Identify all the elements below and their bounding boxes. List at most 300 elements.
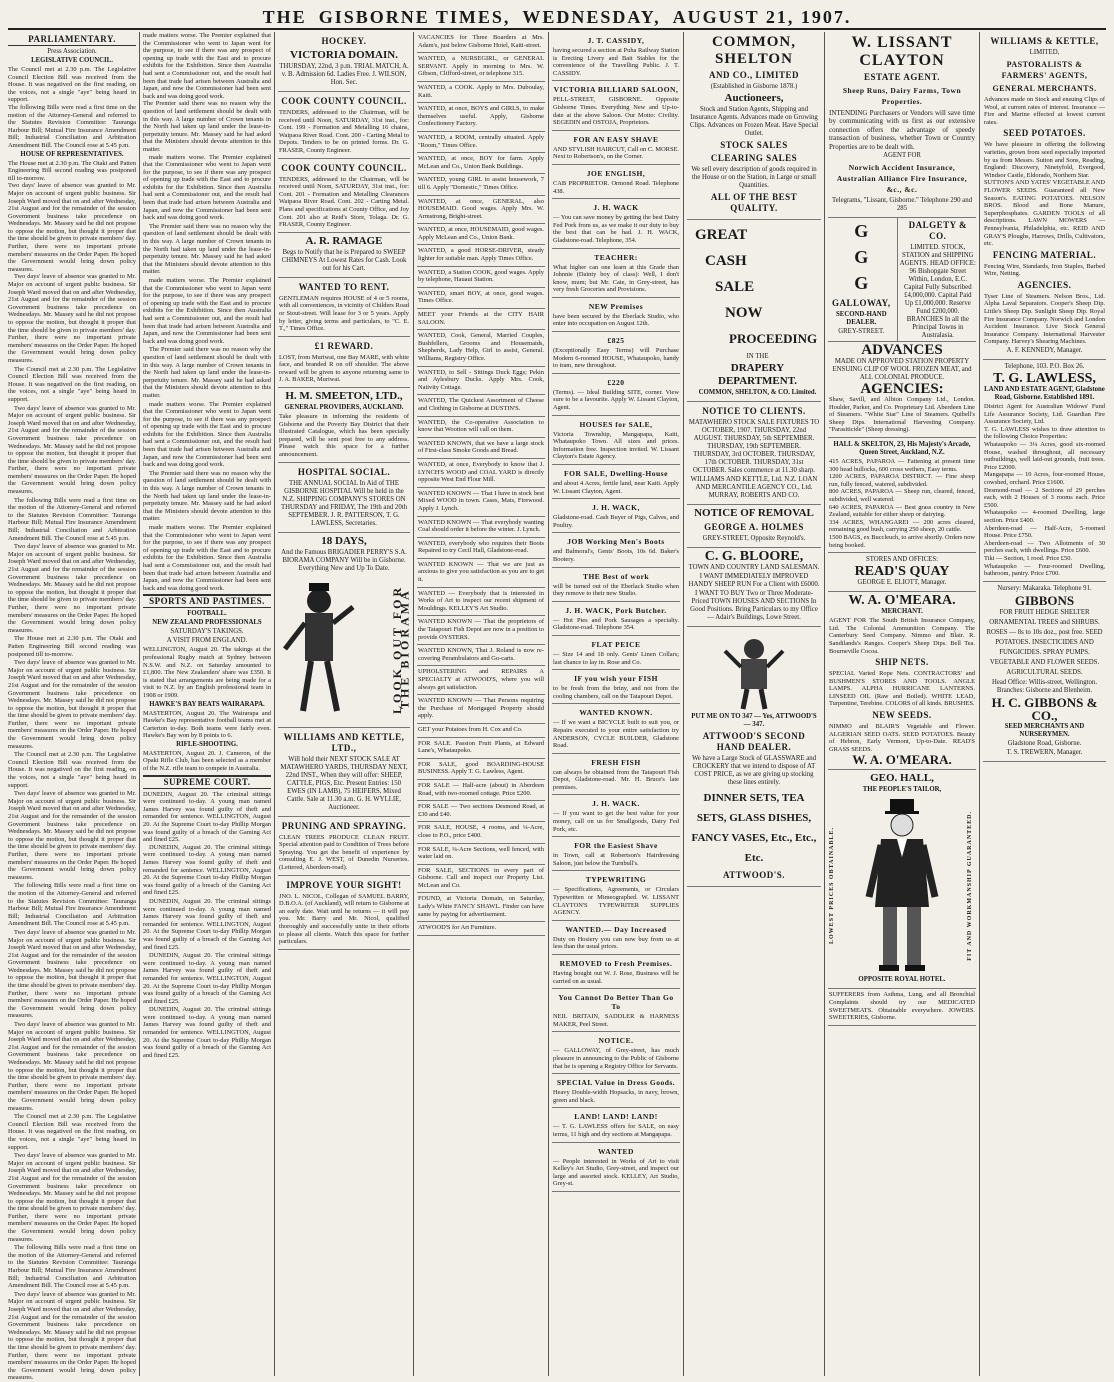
- stock-sale-fixtures-ad: [687, 402, 821, 505]
- gibbons-ad: [983, 582, 1106, 762]
- classified-ad-text: VACANCIES for Three Boarders at Mrs. Adam's, just below Gisborne Hotel, Kaiti-street.: [418, 34, 544, 49]
- ad-body: — You can save money by getting the best Dairy Fed Pork from us, as we make it our duty to buy the best that can be had. J. H. WACK, Gladstone-road. Telephone, 354.: [553, 214, 679, 244]
- article-paragraph: DUNEDIN, August 20. The criminal sittings were continued to-day. A young man named James Harvey was found guilty of theft and remanded for sentence. WELLINGTON, August 20. At the Supreme Court to-day Phillip Morgan was found guilty of a breach of the Gaming Act and fined £25.: [143, 952, 271, 1005]
- ad-body: — T. G. LAWLESS offers for SALE, on easy terms, 11 high and dry sections at Mangapapa.: [553, 1123, 679, 1138]
- article-paragraph: The following Bills were read a first time on the motion of the Attorney-General and referred to the Statutes Revision Committee: Tauranga Harbour Bill; Mutual Fire Insurance Amendment Bill; Industrial Conciliation and Arbitration Amendment Bill. The Council rose at 5.45 p.m.: [8, 496, 136, 542]
- classified-ad-text: WANTED KNOWN — That I have in stock best Mixed WOOD in town. Cases, Mats, Firewood. Apply J. Lynch.: [418, 489, 544, 512]
- ad-contact: Telephone, 103. P.O. Box 26.: [1004, 363, 1085, 371]
- ad-subheading: LIMITED,: [1029, 49, 1060, 56]
- ad-heading: £220: [607, 377, 625, 387]
- ad-subheading: MERCHANT.: [881, 608, 923, 616]
- local-ad: [552, 298, 680, 332]
- local-ad: [552, 416, 680, 465]
- local-ad: [552, 871, 680, 920]
- property-listing: Whataupoko — 3¼ Acres, good six-roomed House, washed throughout, all necessary outbuildings, well laid-out grounds, fruit trees. Price £2000.: [984, 441, 1105, 471]
- wanted-to-rent-ad: [278, 278, 410, 337]
- ad-body: — If we want a BICYCLE built to suit you, or Repairs executed to your entire satisfaction try ANDERSON, CYCLE BUILDER, Gladstone Road.: [553, 719, 679, 750]
- ad-body: JNO. L. NICOL, Collegan of SAMUEL BARRY, D.B.O.A. (of Auckland), will return to Gisborne at an early date. Wait until he returns — it will pay you. Mr. Barry and Mr. Nicol, qualified thoroughly and successfully unite in their efforts to please all clients. Watch this space for further particulars.: [279, 892, 409, 946]
- auctioneers-label: Auctioneers,: [724, 92, 784, 104]
- classified-ad-text: WANTED, a Station COOK, good wages. Apply by telephone, Hauaui Station.: [418, 268, 544, 284]
- ad-heading: J. H. WACK, Pork Butcher.: [565, 605, 667, 615]
- great-cash-sale-ad: [687, 220, 821, 402]
- article-paragraph: Two days' leave of absence was granted to Mr. Major on account of urgent public business. Sir Joseph Ward moved that on and after Wednesday, 21st August and for the remainder of the session Government business take precedence on Wednesdays. Mr. Massey said he did not propose to oppose the motion, but thought it proper that the time should be given to private members' day. Further, there were no important private members' measures on the Order Paper. He hoped the Government would bring down policy measures.: [8, 1152, 136, 1243]
- classified-ad: [417, 893, 545, 922]
- ad-body: CAB PROPRIETOR. Ormond Road. Telephone 438.: [553, 179, 679, 195]
- ad-heading: LAND! LAND! LAND!: [574, 1112, 658, 1122]
- ad-body: INTENDING Purchasers or Vendors will save time by communicating with us first as our extensive connection offers the advantage of speedy transaction of business, whether Town or Country Properties are to be dealt with.: [829, 109, 975, 151]
- stock-sale-ad: [278, 728, 410, 817]
- ad-body: Having bought out W. J. Rose, Business will be carried on as usual.: [553, 970, 679, 985]
- ad-heading: J. T. CASSIDY,: [587, 36, 645, 45]
- ad-body: I WANT IMMEDIATELY IMPROVED HANDY SHEEP RUN For a Client with £6000.: [688, 573, 820, 588]
- ad-heading: £1 REWARD.: [314, 340, 374, 351]
- ad-heading: WILLIAMS & KETTLE,: [990, 36, 1099, 46]
- ad-body: Fencing Wire, Standards, Iron Staples, Barbed Wire, Netting.: [984, 262, 1105, 278]
- classified-ad-text: WANTED KNOWN — That we are just as anxious to give you satisfaction as you are to get it.: [418, 560, 544, 584]
- column-classifieds: [417, 32, 545, 1376]
- ad-body: SUFFERERS from Asthma, Lung, and all Bronchial Complaints should try our MEDICATED SWEETMEATS. Obtainable everywhere. JOWERS. SWEETERIES, Gisborne.: [829, 991, 975, 1022]
- local-ad: [552, 332, 680, 374]
- classified-ad-text: MEET your Friends at the CITY HAIR SALOON.: [418, 311, 544, 326]
- ad-heading: TYPEWRITING: [585, 875, 647, 885]
- ad-body: What higher can one learn at this Grade than Johnnie (Dainty boy of class): Well, I don't know, mum; but Mr. Cate, in Grey-street, has very fresh Groceries and Provisions.: [553, 263, 679, 294]
- classified-ad-text: FOR SALE — Half-acre (about) in Aberdeen Road, with two-roomed cottage. Price £200.: [418, 781, 544, 797]
- fencing-heading: FENCING MATERIAL.: [992, 249, 1097, 260]
- ad-body: WILLIAMS AND KETTLE, Ltd. N.Z. LOAN AND MERCANTILE AGENCY CO., Ltd. MURRAY, ROBERTS AND CO.: [690, 476, 818, 499]
- ad-body: (Exceptionally Easy Terms) will Purchase Modern 6-roomed HOUSE, Whataupoko, handy to tram, new throughout.: [553, 347, 679, 370]
- hospital-social-ad: [278, 463, 410, 533]
- classified-ad: [417, 196, 545, 225]
- article-paragraph: The following Bills were read a first time on the motion of the Attorney-General and referred to the Statutes Revision Committee: Tauranga Harbour Bill; Mutual Fire Insurance Amendment Bill; Industrial Conciliation and Arbitration Amendment Bill. The Council rose at 5.45 p.m.: [8, 1244, 136, 1290]
- ad-body: to be fresh from the briny, and not from the cooling chambers, call on the Tatapouri Depot.: [553, 685, 679, 700]
- property-listing: 640 ACRES, PAPAROA — Best grass country in New Zealand, suitable for either sheep or dairying.: [829, 503, 975, 519]
- attwood-ad: [687, 627, 821, 887]
- ad-body: LOST, from Muriwai, one Bay MARE, with white face, and branded R on off shoulder. The above reward will be given to anyone returning same to J. A. BAKER, Muriwai.: [279, 353, 409, 384]
- local-ad: [552, 837, 680, 871]
- article-paragraph: The Council met at 2.30 p.m. The Legislative Council Election Bill was received from the House. It was negatived on the first reading, on the voices, not a single "aye" being heard in support.: [8, 365, 136, 403]
- ad-subheading: SEED MERCHANTS AND NURSERYMEN.: [1004, 722, 1085, 738]
- classified-ad-text: WANTED, everybody who requires their Boots Repaired to try Cecil Hall, Gladstone-road.: [418, 539, 544, 555]
- ad-heading: C. G. BLOORE,: [704, 549, 804, 564]
- showman-illustration-icon: [279, 579, 359, 719]
- ad-body: GREY-STREET.: [838, 328, 885, 336]
- classified-ad: [417, 174, 545, 195]
- local-ad: [552, 754, 680, 796]
- ad-heading: COOK COUNTY COUNCIL.: [281, 162, 407, 173]
- notice-of-removal-ad: [687, 505, 821, 548]
- masthead-the: THE: [262, 6, 307, 27]
- classified-ad-text: WANTED, a ROOM, centrally situated. Apply "Room," Times Office.: [418, 133, 544, 149]
- ad-body: and about 4 Acres, fertile land, near Kaiti. Apply W. Lissant Clayton, Agent.: [553, 480, 679, 495]
- ad-body: Begs to Notify that he is Prepared to SWEEP CHIMNEYS At Lowest Rates for Cash. Look out for his Cart.: [281, 248, 407, 272]
- best-quality-label: ALL OF THE BEST QUALITY.: [710, 192, 798, 213]
- sports-heading: SPORTS AND PASTIMES.: [143, 594, 271, 608]
- classified-ad: [417, 801, 545, 822]
- acrostic-line: PROCEEDING: [729, 331, 818, 346]
- supreme-court-heading: SUPREME COURT.: [143, 775, 271, 789]
- rifle-shooting-heading: RIFLE-SHOOTING.: [176, 740, 238, 748]
- classified-ad: [417, 82, 545, 103]
- ad-body: District Agent for Australian Widows' Fund Life Assurance Society, Ltd. Guardian Fire Assurance Society, Ltd.: [984, 403, 1105, 426]
- property-listing: Aberdeen-road — Half-Acre, 5-roomed House. Price £750.: [984, 524, 1105, 540]
- ad-body: Take pleasure in informing the residents of Gisborne and the Poverty Bay District that their illustrated Catalogue, which has been specially prepared, will be sent post free to any address. Please watch this space for a further announcement.: [279, 413, 409, 459]
- classified-ad-text: WANTED, at once, HOUSEMAID, good wages. Apply McLean and Co., Union Bank.: [418, 226, 544, 241]
- local-ad: [552, 568, 680, 602]
- classified-ad: [417, 367, 545, 396]
- classified-ad: [417, 724, 545, 738]
- article-paragraph: Two days' leave of absence was granted to Mr. Major on account of urgent public business. Sir Joseph Ward moved that on and after Wednesday, 21st August and for the remainder of the session Government business take precedence on Wednesdays. Mr. Massey said he did not propose to oppose the motion, but thought it proper that the time should be given to private members' day. Further, there were no important private members' measures on the Order Paper. He hoped the Government would bring down policy measures.: [8, 404, 136, 496]
- column-rule: [683, 32, 684, 1376]
- tailor-illustration-row: [829, 795, 975, 975]
- vertical-caption-right: FIT AND WORKMANSHIP GUARANTEED.: [967, 810, 974, 961]
- classified-ad-text: FOUND, at Victoria Domain, on Saturday, Lady's White FANCY SHAWL. Finder can have same by paying for advertisement.: [418, 895, 544, 918]
- article-paragraph: MASTERTON, August 20. J. Cameron, of the Opaki Rifle Club, has been selected as a member of the N.Z. rifle team to compete in Australia.: [143, 749, 271, 773]
- ad-signature: ATTWOOD'S.: [722, 870, 786, 880]
- classified-ad-text: WANTED, a NURSEGIRL, or GENERAL SERVANT. Apply in morning to Mrs. W. Gibson, Clifford-street, or telephone 315.: [418, 55, 544, 78]
- ad-heading: NOTICE TO CLIENTS.: [702, 406, 806, 416]
- dalgety-ad: [898, 218, 976, 341]
- article-paragraph: DUNEDIN, August 20. The criminal sittings were continued to-day. A young man named James Harvey was found guilty of theft and remanded for sentence. WELLINGTON, August 20. At the Supreme Court to-day Phillip Morgan was found guilty of a breach of the Gaming Act and fined £25.: [143, 843, 271, 897]
- classified-ad-text: WANTED, Cook, General, Married Couples, Bushfellers, Grooms and Housemaids, Shepherds, Lady Help, Girl to assist, General. Williams, Registry Office.: [418, 332, 544, 362]
- local-ad: [552, 1074, 680, 1108]
- ad-heading: HALL & SKELTON, 23, His Majesty's Arcade, Queen Street, Auckland, N.Z.: [833, 441, 971, 456]
- acrostic-letter: G: [854, 273, 869, 294]
- agencies-heading: AGENCIES:: [860, 381, 944, 398]
- article-paragraph: made matters worse. The Premier explained that the Commissioner who went to Japan went for the purpose, to see if there was any prospect of opening up trade with the East and to procure exhibits for the Exhibition. Since then Australia had sent a Commissioner out, and the result had been that trade had arisen between Australia and Japan, and now the Commissioner had been sent back and was doing good work.: [143, 400, 271, 469]
- ad-body: I WANT TO BUY Two or Three Moderate-Priced TOWN HOUSES AND SECTIONS In Good Positions. Bring Particulars to my Office — Adair's Buildings, Lowe Street.: [690, 590, 818, 621]
- property-listing: Whataupoko — 4-roomed Dwelling, large section. Price £400.: [984, 509, 1105, 524]
- ad-heading: JOB Working Men's Boots: [567, 537, 665, 547]
- classified-ad-text: WANTED, a COOK. Apply to Mrs. Duboulay, Kaiti.: [418, 83, 544, 99]
- ad-signature: A. F. KENNEDY, Manager.: [1006, 347, 1083, 355]
- ad-heading: PUT ME ON TO 347 — Yes, ATTWOOD'S — 347.: [691, 713, 817, 728]
- classified-ad: [417, 395, 545, 416]
- local-ad: [552, 499, 680, 533]
- classified-ad: [417, 616, 545, 645]
- ad-heading: SPECIAL Value in Dress Goods.: [556, 1078, 676, 1088]
- smeeton-ad: [278, 388, 410, 463]
- ad-body: can always be obtained from the Tatapouri Fish Depot, Gladstone-road. Mr. H. Bruce's late premises.: [553, 768, 679, 791]
- local-ad: [552, 704, 680, 753]
- local-ad: [552, 32, 680, 81]
- ad-heading: GIBBONS: [1014, 592, 1075, 608]
- ad-heading: J. H. WACK: [593, 203, 639, 213]
- article-continuation: [143, 844, 271, 1060]
- drapery-department-label: DRAPERY DEPARTMENT.: [718, 362, 797, 387]
- article-continuation: [8, 273, 136, 1382]
- ad-heading: WANTED KNOWN.: [579, 708, 653, 718]
- asthma-ad: [828, 989, 976, 1025]
- lissant-clayton-ad: [828, 32, 976, 218]
- ad-label: AGENT FOR: [883, 152, 921, 160]
- ad-heading: THE Best of work: [582, 571, 650, 581]
- ad-heading: HOCKEY.: [321, 36, 367, 46]
- ad-body: PELL-STREET, GISBORNE. Opposite Gisborne Times. Everything New and Up-to-date at the above Saloon. Our Motto: Civility. SEGEDIN and OSTOJA, Proprietors.: [553, 96, 679, 127]
- ad-list: DINNER SETS, TEA SETS, GLASS DISHES, FANCY VASES, Etc., Etc., Etc.: [691, 792, 817, 864]
- ad-body: SPECIAL Varied Rope Nets. CONTRACTORS' and BUSHMEN'S STORES AND TOOLS. ANGLE LAMPS. ALPHA HURRICANE LANTERNS. LINSEED OIL (Raw and Boiled). WHITE LEAD, Turpentine, Terebine. COLORS of all kinds. BRUSHES.: [829, 670, 975, 708]
- ad-heading: FLAT PEICE: [591, 639, 641, 649]
- column-rule: [824, 32, 825, 1376]
- property-listing: 800 ACRES, PAPAROA — Sheep run, cleared, fenced, subdivided, well watered.: [829, 488, 975, 503]
- masthead-paper: GISBORNE TIMES,: [318, 6, 511, 27]
- ad-heading: T. G. LAWLESS,: [993, 371, 1096, 387]
- classified-ad: [417, 245, 545, 266]
- classified-ad-text: WANTED KNOWN — That Persons requiring the Purchase of Mortgaged Property should apply.: [418, 697, 544, 720]
- classified-ad: [417, 438, 545, 459]
- ad-body: Head Office: Willis-street, Wellington. Branches: Gisborne and Blenheim.: [991, 678, 1098, 694]
- classified-ad: [417, 666, 545, 695]
- seed-potatoes-heading: SEED POTATOES.: [1003, 128, 1086, 139]
- established-note: (Established in Gisborne 1878.): [710, 83, 798, 90]
- property-listing: Desmond-road — 2 Sections of 29 perches each, with 2 Houses of 3 rooms each. Price £500.: [984, 486, 1105, 509]
- ad-heading: J. H. WACK,: [592, 503, 640, 513]
- reward-ad: [278, 337, 410, 388]
- local-ad: [552, 374, 680, 416]
- acrostic-letter: G: [854, 247, 869, 268]
- ad-body: Gladstone-road. Cash Buyer of Pigs, Calves, and Poultry.: [553, 514, 679, 529]
- classified-ad: [417, 844, 545, 865]
- ad-name: GEORGE A. HOLMES: [704, 522, 804, 532]
- lissant-clayton-title: W. LISSANT CLAYTON: [851, 34, 953, 69]
- local-ad: [552, 1032, 680, 1074]
- ad-body: will be turned out of the Eberlack Studio when they remove to their new Studio.: [553, 582, 679, 598]
- ad-subheading: PASTORALISTS & FARMERS' AGENTS,: [1001, 60, 1088, 80]
- improve-sight-ad: [278, 876, 410, 950]
- local-ad: [552, 249, 680, 298]
- williams-kettle-ad: [983, 32, 1106, 360]
- classified-ad-text: ATWOOD'S for Art Furniture.: [418, 924, 497, 932]
- ad-subheading: THE PEOPLE'S TAILOR,: [862, 786, 942, 794]
- agencies-heading: AGENCIES.: [1017, 279, 1072, 290]
- ad-body: Will hold their NEXT STOCK SALE AT MATAWHERO YARDS, THURSDAY NEXT, 22nd INST., When they will offer: SHEEP, CATTLE, PIGS, Etc. Present Entries: 150 EWES (IN LAMB), 75 HEIFERS, Mixed Cattle. Sale at 11.30 a.m. G. H. WYLLIE, Auctioneer.: [280, 755, 408, 811]
- ad-body: Heavy Double-width Hopsacks, in navy, brown, green and black.: [553, 1089, 679, 1104]
- article-paragraph: The House met at 2.30 p.m. The Otaki and Patten Engineering Bill second reading was postponed till to-morrow.: [8, 635, 136, 658]
- ad-body: (Terms). — Ideal Building SITE, corner. View sure to be a favourite. Apply W. Lissant Clayton, Agent.: [553, 388, 679, 412]
- local-ad: [552, 602, 680, 636]
- classified-ad-text: FOR SALE — Two sections Desmond Road, at £30 and £40.: [418, 803, 544, 818]
- article-paragraph: Two days' leave of absence was granted to Mr. Major on account of urgent public business. Sir Joseph Ward moved that on and after Wednesday, 21st August and for the remainder of the session Government business take precedence on Wednesdays. Mr. Massey said he did not propose to oppose the motion, but thought it proper that the time should be given to private members' day. Further, there were no important private members' measures on the Order Paper. He hoped the Government would bring down policy measures.: [8, 790, 136, 881]
- hall-skelton-ad: [828, 438, 976, 553]
- ad-body: AND STYLISH HAIRCUT, Call on C. MORSE. Next to Robertson's, on the Corner.: [553, 145, 679, 161]
- biorama-illustration-area: [279, 574, 412, 724]
- classified-ad: [417, 224, 545, 245]
- local-ad: [552, 199, 680, 248]
- ad-heading: DALGETY & CO.: [908, 220, 968, 242]
- common-shelton-subtitle: AND CO., LIMITED: [708, 70, 799, 80]
- ad-address: Gladstone Road, Gisborne.: [1007, 739, 1082, 747]
- local-ad: [552, 165, 680, 199]
- classified-ad: [417, 417, 545, 438]
- classified-ad: [417, 103, 545, 132]
- ad-body: NEIL BRITAIN, SADDLER & HARNESS MAKER, Peel Street.: [553, 1013, 679, 1028]
- ad-heading: IMPROVE YOUR SIGHT!: [286, 879, 402, 890]
- classified-ad-text: WANTED, at once, BOYS and GIRLS, to make themselves useful. Apply, Gisborne Confectionery Factory.: [418, 105, 544, 128]
- ad-body: LIMITED. STOCK, STATION and SHIPPING AGENTS. HEAD OFFICE: 96 Bishopgate Street Within, London, E.C. Capital Fully Subscribed £4,000,000. Capital Paid Up £1,000,000. Reserve Fund £200,000. BRANCHES In all the Principal Towns in Australasia.: [899, 244, 976, 340]
- football-heading: FOOTBALL.: [187, 610, 227, 618]
- property-listing: Tiki — Section, 1 rood. Price £50.: [984, 554, 1072, 562]
- ad-subheading: NEW SEEDS.: [872, 710, 932, 721]
- advances-ad: [828, 341, 976, 438]
- ad-body: in Town, call at Robertson's Hairdressing Saloon, just below the Turnbull's.: [553, 852, 679, 867]
- article-paragraph: The Council met at 2.30 p.m. The Legislative Council Election Bill was received from the House. It was negatived on the first reading, on the voices, not a single "aye" being heard in support.: [8, 66, 136, 104]
- article-paragraph: The Premier said there was no reason why the question of land settlement should be dealt with in this way. A large number of Crown tenants in the North had taken up land under the lease-in-perpetuity tenure. Mr. Massey said he had asked that the Ministers should devote attention to this matter.: [143, 222, 271, 276]
- article-paragraph: Two days' leave of absence was granted to Mr. Major on account of urgent public business. Sir Joseph Ward moved that on and after Wednesday, 21st August and for the remainder of the session Government business take precedence on Wednesdays. Mr. Massey said he did not propose to oppose the motion, but thought it proper that the time should be given to private members' day. Further, there were no important private members' measures on the Order Paper. He hoped the Government would bring down policy measures.: [8, 273, 136, 364]
- classified-ad: [417, 330, 545, 366]
- classified-ad: [417, 538, 545, 559]
- classified-ad: [417, 53, 545, 82]
- classified-ad: [417, 309, 545, 330]
- ad-title: VICTORIA DOMAIN.: [290, 49, 398, 61]
- ad-body: MATAWHERO STOCK SALE FIXTURES TO OCTOBER, 1907. THURSDAY, 22nd AUGUST. THURSDAY, 5th SEPTEMBER. THURSDAY, 19th SEPTEMBER. THURSDAY, 3rd OCTOBER. THURSDAY, 17th OCTOBER. THURSDAY, 31st OCTOBER. Sales commence at 11.30 sharp.: [688, 419, 820, 474]
- common-shelton-title: COMMON, SHELTON: [711, 34, 797, 67]
- classified-ad: [417, 588, 545, 617]
- classified-ad-text: FOR SALE. Passion Fruit Plants, at Edward Lane's, Whataupoko.: [418, 739, 544, 755]
- ad-label: STORES AND OFFICES:: [865, 556, 939, 564]
- article-continuation: [143, 154, 271, 593]
- ad-subheading: TOWN AND COUNTRY LAND SALESMAN.: [688, 564, 820, 571]
- ad-subheading: GENERAL MERCHANTS.: [992, 84, 1097, 93]
- omeara-ad: [828, 592, 976, 770]
- ad-heading: COOK COUNTY COUNCIL.: [281, 96, 407, 106]
- saturday-takings-heading: SATURDAY'S TAKINGS.: [170, 628, 244, 636]
- house-of-representatives-heading: HOUSE OF REPRESENTATIVES.: [20, 150, 124, 158]
- ad-subheading: SECOND-HAND DEALER.: [836, 311, 887, 327]
- ad-contact: Nursery: Makaraka. Telephone 91.: [997, 584, 1092, 592]
- ad-body: IN THE: [746, 353, 769, 360]
- classified-ad-text: WANTED, at once, GENERAL, also HOUSEMAID. Good wages. Apply Mrs. W. Armstrong, Bright-street.: [418, 197, 544, 220]
- classified-ad-text: WANTED KNOWN — That everybody wanting Coal should order it before the winter. J. Lynch.: [418, 518, 544, 534]
- column-rule: [139, 32, 140, 1376]
- telegrams-line: Telegrams, "Lissant, Gisborne." Telephone 290 and 285: [832, 197, 972, 213]
- ad-body: NIMMO and BLAIR'S Vegetable and Flower. ALGERIAN SEED OATS. SEED POTATOES. Beauty of Hebron, Early Vermont, Up-to-Date. READ'S GRASS SEEDS.: [829, 723, 975, 753]
- ad-heading: FRESH FISH: [591, 757, 641, 767]
- classified-ad-text: WANTED, at once, BOY for farm. Apply McLean and Co., Union Bank Buildings.: [418, 155, 544, 170]
- local-ad: [552, 1143, 680, 1192]
- classified-ad-text: WANTED KNOWN, That J. Roland is now re-covering Perambulators and Go-carts.: [418, 647, 544, 662]
- ad-subheading: LAND AND ESTATE AGENT, Gladstone Road, Gisborne. Established 1891.: [984, 386, 1105, 402]
- ad-body: — If you want to get the best value for your money, call on us for Smallgoods, Dairy Fed Pork, etc.: [553, 810, 679, 833]
- ad-heading: REMOVED to Fresh Premises.: [559, 959, 673, 968]
- acrostic-line: GREAT: [695, 227, 748, 243]
- local-ad: [552, 533, 680, 567]
- masthead: [8, 6, 1106, 30]
- ad-heading: WANTED.— Day Increased: [565, 924, 667, 934]
- ad-heading: FOR AN EASY SHAVE: [573, 134, 659, 144]
- ad-body: We have a Large Stock of GLASSWARE and CROCKERY that we intend to dispose of AT COST PRICE, as we are giving up stocking these lines entirely.: [691, 755, 817, 786]
- ad-heading: PRUNING AND SPRAYING.: [281, 820, 407, 831]
- ad-body: GREY-STREET, Opposite Reynold's.: [702, 535, 806, 542]
- ad-heading: You Cannot Do Better Than Go To: [558, 993, 674, 1012]
- pruning-ad: [278, 817, 410, 876]
- biorama-vertical-text: LOOK OUT FOR THE BIORAMA: [389, 584, 412, 714]
- classified-ad: [417, 865, 545, 894]
- ad-heading: GALLOWAY,: [832, 298, 891, 309]
- ad-name: ATTWOOD'S SECOND HAND DEALER.: [702, 731, 806, 752]
- stock-sales-label: STOCK SALES: [720, 140, 788, 150]
- classified-ad-text: WANTED, The Quickest Assortment of Cheese and Clothing in Gisborne at DUSTIN'S.: [418, 397, 544, 412]
- ad-body: CLEAN TREES PRODUCE CLEAN FRUIT. Special attention paid to Condition of Trees before Spraying. You get the benefit of experience by consulting E. J. WEST, of Dunedin Nurseries. (Lettered, Aberdeen-road).: [279, 833, 409, 871]
- ad-subheading: GEORGE E. ELIOTT, Manager.: [857, 579, 947, 587]
- estate-agent-label: ESTATE AGENT.: [863, 72, 941, 82]
- property-listing: Mangapapa — 10 Acres, four-roomed House, cowshed, orchard. Price £1600.: [984, 471, 1105, 486]
- classified-ad: [417, 488, 545, 517]
- ad-heading: FOR SALE, Dwelling-House: [564, 469, 668, 478]
- ad-body: Duty on Hosiery you can now buy from us at less than the usual prices.: [553, 935, 679, 951]
- article-paragraph: The Council met at 2.30 p.m. The Legislative Council Election Bill was received from the House. It was negatived on the first reading, on the voices, not a single "aye" being heard in support.: [8, 1113, 136, 1151]
- property-listing: 415 ACRES, PAPAROA — Fattening at present time 300 head bullocks, 600 cross wethers, Easy terms.: [829, 458, 975, 473]
- ad-signature: T. S. TREWERN, Manager.: [1006, 748, 1083, 756]
- ad-heading: J. H. WACK.: [592, 799, 640, 809]
- ad-subheading: Sheep Runs, Dairy Farms, Town Properties.: [842, 86, 962, 106]
- classified-ad: [417, 459, 545, 488]
- classified-ad: [417, 780, 545, 801]
- classified-ad-text: WANTED, young GIRL to assist housework, 7 till 6. Apply "Domestic," Times Office.: [418, 176, 544, 191]
- ad-heading: W. A. O'MEARA.: [848, 593, 956, 609]
- article-paragraph: The House met at 2.30 p.m. The Otaki and Patten Engineering Bill second reading was postponed till to-morrow.: [8, 159, 136, 182]
- column-parliamentary: [8, 32, 136, 1382]
- ad-body: and Balmoral's, Gents' Boots, 10s 6d. Baker's Bootery.: [553, 548, 679, 563]
- local-ad: [552, 955, 680, 989]
- classified-ad: [417, 153, 545, 174]
- article-paragraph: WELLINGTON, August 20. The takings at the professional Rugby match at Sydney between N.S.W. and N.Z. on Saturday amounted to £1,800. The New Zealanders' share was £350. It is stated that arrangements are being made for a visit to N.Z. by an English professional team in 1908 or 1909.: [143, 646, 271, 699]
- ad-body: Shaw, Savill, and Albion Company Ltd., London. Houlder, Parker, and Co. Proprietary Ltd. Aberdeen Line of Steamers. "White Star" Line of Steamers. Quibell's Sheep Dips. International Harvesting Company. "Parasiticide" (Sheep dressing).: [829, 396, 975, 434]
- ad-signature: W. A. O'MEARA.: [852, 752, 952, 768]
- ad-body: MADE ON APPROVED STATION PROPERTY ENSUING CLIP OF WOOL FROZEN MEAT, and ALL COLONIAL PRODUCE.: [832, 358, 972, 382]
- classified-ad: [417, 822, 545, 843]
- column-rule: [548, 32, 549, 1376]
- classified-ad: [417, 267, 545, 288]
- ad-body: THURSDAY, 22nd, 3 p.m. TRIAL MATCH, A. v. B. Admission 6d. Ladies Free. J. WILSON, Hon. Sec.: [279, 63, 409, 86]
- local-ad: [552, 465, 680, 499]
- company-name: COMMON, SHELTON, & CO. Limited.: [698, 389, 817, 396]
- acrostic-line: NOW: [725, 305, 763, 321]
- newspaper-page: [8, 32, 1106, 1382]
- article-paragraph: The Council met at 2.30 p.m. The Legislative Council Election Bill was received from the House. It was negatived on the first reading, on the voices, not a single "aye" being heard in support.: [8, 751, 136, 789]
- ad-heading: ADVANCES: [861, 342, 943, 359]
- article-paragraph: made matters worse. The Premier explained that the Commissioner who went to Japan went for the purpose, to see if there was any prospect of opening up trade with the East and to procure exhibits for the Exhibition. Since then Australia had sent a Commissioner out, and the result had been that trade had arisen between Australia and Japan, and now the Commissioner had been sent back and was doing good work.: [143, 153, 271, 222]
- classified-ad-text: WANTED KNOWN — That the proprietors of the Tatapouri Fish Depot are now in a position to provide OYSTERS.: [418, 618, 544, 641]
- classified-ad-text: WANTED, a good HORSE-DRIVER, steady lighter for suitable man. Apply Times Office.: [418, 247, 544, 263]
- ad-heading: FOR the Easiest Shave: [574, 841, 658, 851]
- article-paragraph: The Premier said there was no reason why the question of land settlement should be dealt with in this way. A large number of Crown tenants in the North had taken up land under the lease-in-perpetuity tenure. Mr. Massey said he had asked that the Ministers should devote attention to this matter.: [143, 469, 271, 523]
- ad-heading: READ'S QUAY: [854, 564, 950, 580]
- column-news: [143, 32, 271, 1376]
- classified-ad-text: WANTED, smart BOY, at once, good wages. Times Office.: [418, 289, 544, 305]
- article-paragraph: DUNEDIN, August 20. The criminal sittings were continued to-day. A young man named James Harvey was found guilty of theft and remanded for sentence. WELLINGTON, August 20. At the Supreme Court to-day Phillip Morgan was found guilty of a breach of the Gaming Act and fined £25.: [143, 790, 271, 844]
- ad-heading: 18 DAYS,: [321, 534, 367, 547]
- local-ad: [552, 989, 680, 1032]
- column-rule: [979, 32, 980, 1376]
- hockey-ad: [278, 32, 410, 92]
- ad-body: — Specifications, Agreements, or Circulars Typewritten or Mimeographed. W. LISSANT CLAYTON'S TYPEWRITER SUPPLIES AGENCY.: [553, 886, 679, 917]
- ad-heading: JOE ENGLISH,: [586, 168, 646, 178]
- local-ad: [552, 670, 680, 704]
- insurance-agencies: Norwich Accident Insurance, Australian Alliance Fire Insurance, &c., &c.: [836, 163, 968, 195]
- property-listing: Whataupoko — Four-roomed Dwelling, bathroom, pantry. Price £700.: [984, 562, 1105, 578]
- property-listing: Aberdeen-road — Two Allotments of 30 perches each, with dwellings. Price £600.: [984, 539, 1105, 555]
- ad-body: TENDERS, addressed to the Chairman, will be received until Noon, SATURDAY, 31st inst., for: Cont. 199 - Formation and Metalling 16 chains, Waipaoa River Road. Cont. 200 - Carting Metal to Depots. Tenders to be on printed forms. Dr. G. FRASER, County Engineer.: [279, 109, 409, 154]
- property-listing: 334 ACRES, WHANGAREI — 200 acres cleared, remaining good bush, carrying 250 sheep, 20 cattle.: [829, 518, 975, 534]
- ad-subheading: SHIP NETS.: [875, 657, 929, 668]
- ad-body: Victoria Township, Mangapapa, Kaiti, Whataupoko Town. All sizes and prices. Information free. Inspection invited. W. Lissant Clayton's Estate Agency.: [553, 430, 679, 461]
- nz-professionals-heading: NEW ZEALAND PROFESSIONALS: [152, 619, 262, 627]
- reads-quay-ad: [828, 553, 976, 592]
- ad-heading: IF you wish your FISH: [574, 674, 658, 684]
- classified-ad: [417, 132, 545, 153]
- classified-ad: [417, 922, 545, 936]
- local-ad: [552, 636, 680, 670]
- article-paragraph: Two days' leave of absence was granted to Mr. Major on account of urgent public business. Sir Joseph Ward moved that on and after Wednesday, 21st August and for the remainder of the session Government business take precedence on Wednesdays. Mr. Massey said he did not propose to oppose the motion, but thought it proper that the time should be given to private members' day. Further, there were no important private members' measures on the Order Paper. He hoped the Government would bring down policy measures.: [8, 543, 136, 634]
